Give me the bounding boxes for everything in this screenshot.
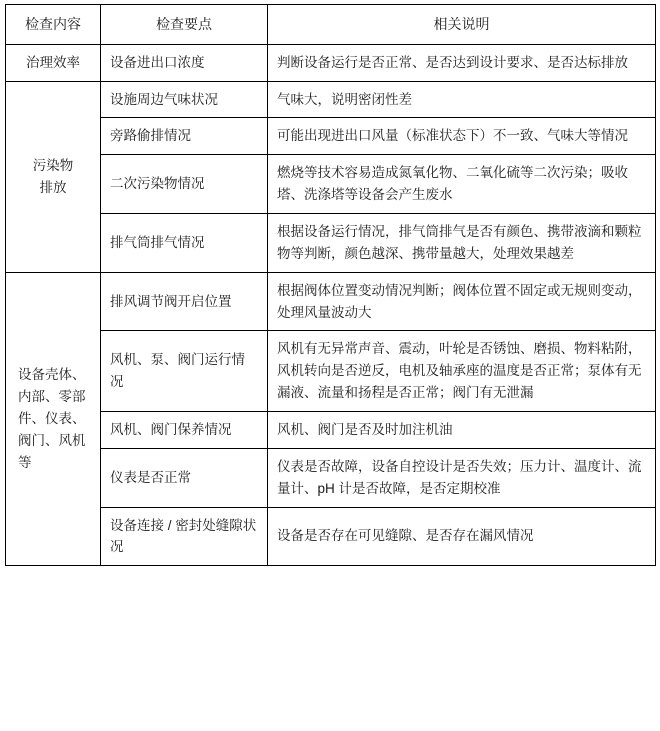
table-row <box>6 411 656 448</box>
description-cell: 风机、阀门是否及时加注机油 <box>268 411 656 448</box>
inspection-point-cell: 排风调节阀开启位置 <box>101 272 268 331</box>
inspection-point-cell: 仪表是否正常 <box>101 448 268 507</box>
column-header-description: 相关说明 <box>268 5 656 45</box>
inspection-table <box>5 4 656 566</box>
inspection-point-cell: 风机、阀门保养情况 <box>101 411 268 448</box>
table-header <box>6 5 656 45</box>
table-row <box>6 272 656 331</box>
inspection-point-cell: 设备进出口浓度 <box>101 44 268 81</box>
inspection-point-cell: 排气筒排气情况 <box>101 213 268 272</box>
description-cell: 气味大，说明密闭性差 <box>268 81 656 118</box>
column-header-content: 检查内容 <box>6 5 101 45</box>
inspection-point-cell: 二次污染物情况 <box>101 155 268 214</box>
description-cell: 判断设备运行是否正常、是否达到设计要求、是否达标排放 <box>268 44 656 81</box>
table-row <box>6 448 656 507</box>
inspection-point-cell: 风机、泵、阀门运行情况 <box>101 331 268 412</box>
table-row <box>6 213 656 272</box>
table-row <box>6 81 656 118</box>
inspection-point-cell: 设备连接 / 密封处缝隙状况 <box>101 507 268 566</box>
description-cell: 设备是否存在可见缝隙、是否存在漏风情况 <box>268 507 656 566</box>
table-row <box>6 118 656 155</box>
description-cell: 燃烧等技术容易造成氮氧化物、二氧化硫等二次污染；吸收塔、洗涤塔等设备会产生废水 <box>268 155 656 214</box>
table-row <box>6 155 656 214</box>
inspection-point-cell: 设施周边气味状况 <box>101 81 268 118</box>
category-cell: 设备壳体、内部、零部件、仪表、阀门、风机等 <box>6 272 101 566</box>
inspection-point-cell: 旁路偷排情况 <box>101 118 268 155</box>
column-header-points: 检查要点 <box>101 5 268 45</box>
table-row <box>6 331 656 412</box>
description-cell: 根据阀体位置变动情况判断；阀体位置不固定或无规则变动，处理风量波动大 <box>268 272 656 331</box>
category-cell: 治理效率 <box>6 44 101 81</box>
document-page <box>0 4 660 731</box>
table-body <box>6 44 656 566</box>
description-cell: 根据设备运行情况，排气筒排气是否有颜色、携带液滴和颗粒物等判断，颜色越深、携带量越大，处理效果越差 <box>268 213 656 272</box>
description-cell: 仪表是否故障，设备自控设计是否失效；压力计、温度计、流量计、pH 计是否故障，是否定期校准 <box>268 448 656 507</box>
table-row <box>6 44 656 81</box>
description-cell: 可能出现进出口风量（标准状态下）不一致、气味大等情况 <box>268 118 656 155</box>
table-header-row <box>6 5 656 45</box>
table-row <box>6 507 656 566</box>
category-cell: 污染物 排放 <box>6 81 101 272</box>
description-cell: 风机有无异常声音、震动，叶轮是否锈蚀、磨损、物料粘附，风机转向是否逆反，电机及轴承座的温度是否正常；泵体有无漏液、流量和扬程是否正常；阀门有无泄漏 <box>268 331 656 412</box>
